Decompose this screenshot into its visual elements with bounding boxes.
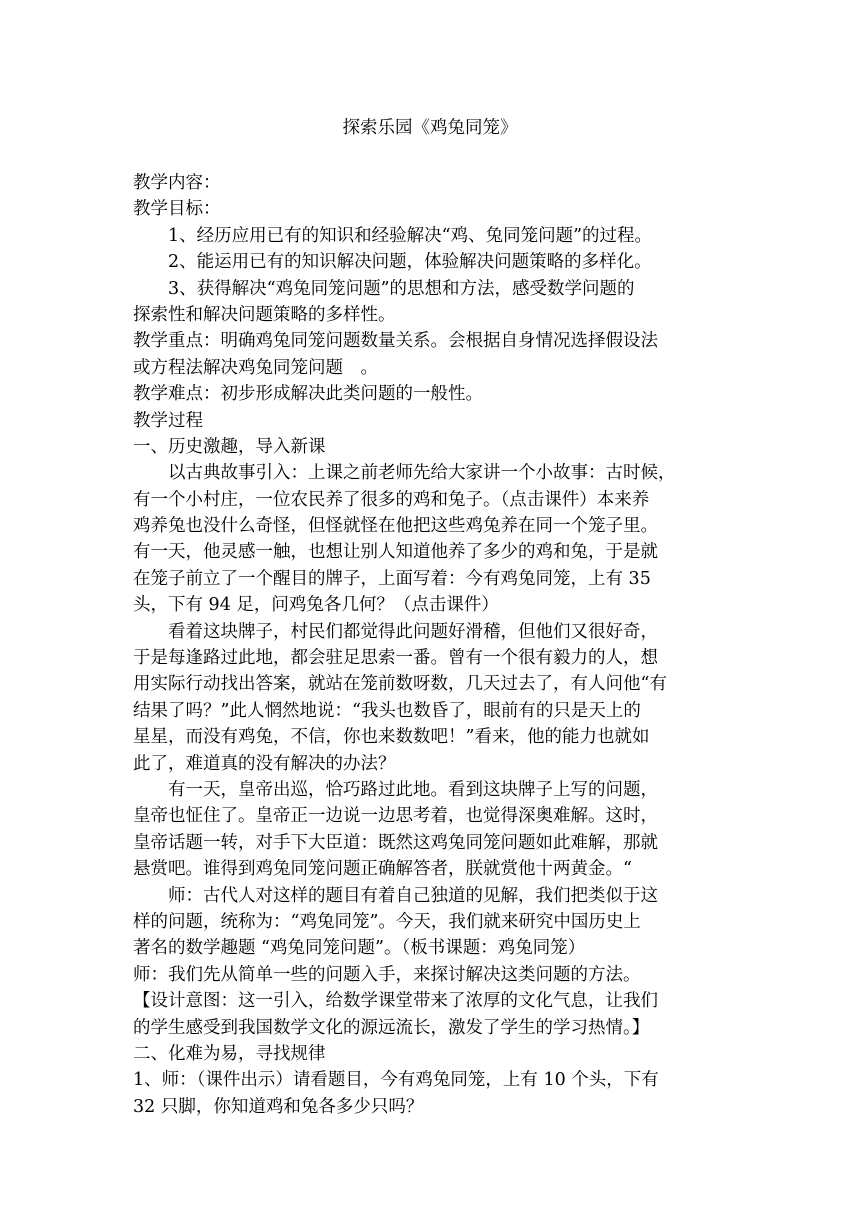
text-line: 32 只脚，你知道鸡和兔各多少只吗？ xyxy=(133,1096,424,1117)
text-line: 有一天，皇帝出巡，恰巧路过此地。看到这块牌子上写的问题， xyxy=(168,779,658,800)
document-title: 探索乐园《鸡兔同笼》 xyxy=(342,118,518,138)
text-line: 有一个小村庄，一位农民养了很多的鸡和兔子。（点击课件）本来养 xyxy=(133,489,650,510)
document-body xyxy=(133,170,733,1120)
text-line: 【设计意图：这一引入，给数学课堂带来了浓厚的文化气息，让我们 xyxy=(133,991,658,1012)
text-line: 教学内容： xyxy=(133,173,221,193)
text-line: 3、获得解决“鸡兔同笼问题”的思想和方法，感受数学问题的 xyxy=(168,278,635,299)
text-line: 2、能运用已有的知识解决问题，体验解决问题策略的多样化。 xyxy=(168,252,652,273)
text-line: 教学难点：初步形成解决此类问题的一般性。 xyxy=(133,384,483,405)
text-line: 有一天，他灵感一触，也想让别人知道他养了多少的鸡和兔，于是就 xyxy=(133,542,658,563)
text-line: 师：古代人对这样的题目有着自己独道的见解，我们把类似于这 xyxy=(168,885,658,906)
text-line: 教学目标： xyxy=(133,199,221,220)
text-line: 用实际行动找出答案，就站在笼前数呀数，几天过去了，有人问他“有 xyxy=(133,674,667,695)
text-line: 看着这块牌子，村民们都觉得此问题好滑稽，但他们又很好奇， xyxy=(168,621,658,642)
text-line: 探索性和解决问题策略的多样性。 xyxy=(133,304,396,325)
text-line: 的学生感受到我国数学文化的源远流长，激发了学生的学习热情。】 xyxy=(133,1017,650,1038)
text-line: 在笼子前立了一个醒目的牌子，上面写着：今有鸡兔同笼，上有 35 xyxy=(133,568,651,589)
text-line: 以古典故事引入：上课之前老师先给大家讲一个小故事：古时候， xyxy=(168,463,676,484)
text-line: 于是每逢路过此地，都会驻足思索一番。曾有一个很有毅力的人，想 xyxy=(133,648,658,669)
text-line: 教学过程 xyxy=(133,410,203,431)
text-line: 星星，而没有鸡兔，不信，你也来数数吧！”看来，他的能力也就如 xyxy=(133,727,650,748)
text-line: 此了，难道真的没有解决的办法？ xyxy=(133,753,396,774)
text-line: 皇帝话题一转，对手下大臣道：既然这鸡兔同笼问题如此难解，那就 xyxy=(133,832,658,853)
text-line: 皇帝也怔住了。皇帝正一边说一边思考着，也觉得深奥难解。这时， xyxy=(133,806,658,827)
text-line: 头，下有 94 足，问鸡兔各几何？（点击课件） xyxy=(133,595,499,616)
text-line: 教学重点：明确鸡兔同笼问题数量关系。会根据自身情况选择假设法 xyxy=(133,331,658,352)
text-line: 二、化难为易，寻找规律 xyxy=(133,1043,326,1064)
text-line: 师：我们先从简单一些的问题入手，来探讨解决这类问题的方法。 xyxy=(133,964,641,985)
text-line: 1、师：（课件出示）请看题目，今有鸡兔同笼，上有 10 个头，下有 xyxy=(133,1070,659,1091)
text-line: 1、经历应用已有的知识和经验解决“鸡、兔同笼问题”的过程。 xyxy=(168,225,653,246)
text-line: 结果了吗？”此人惘然地说：“我头也数昏了，眼前有的只是天上的 xyxy=(133,700,641,721)
text-line: 鸡养兔也没什么奇怪，但怪就怪在他把这些鸡兔养在同一个笼子里。 xyxy=(133,516,658,537)
text-line: 悬赏吧。谁得到鸡兔同笼问题正确解答者，朕就赏他十两黄金。“ xyxy=(133,859,632,880)
text-line: 样的问题，统称为：“鸡兔同笼”。今天，我们就来研究中国历史上 xyxy=(133,911,641,932)
text-line: 一、历史激趣，导入新课 xyxy=(133,436,326,457)
text-line: 或方程法解决鸡兔同笼问题 。 xyxy=(133,357,378,378)
text-line: 著名的数学趣题 “鸡兔同笼问题”。（板书课题：鸡兔同笼） xyxy=(133,938,586,959)
